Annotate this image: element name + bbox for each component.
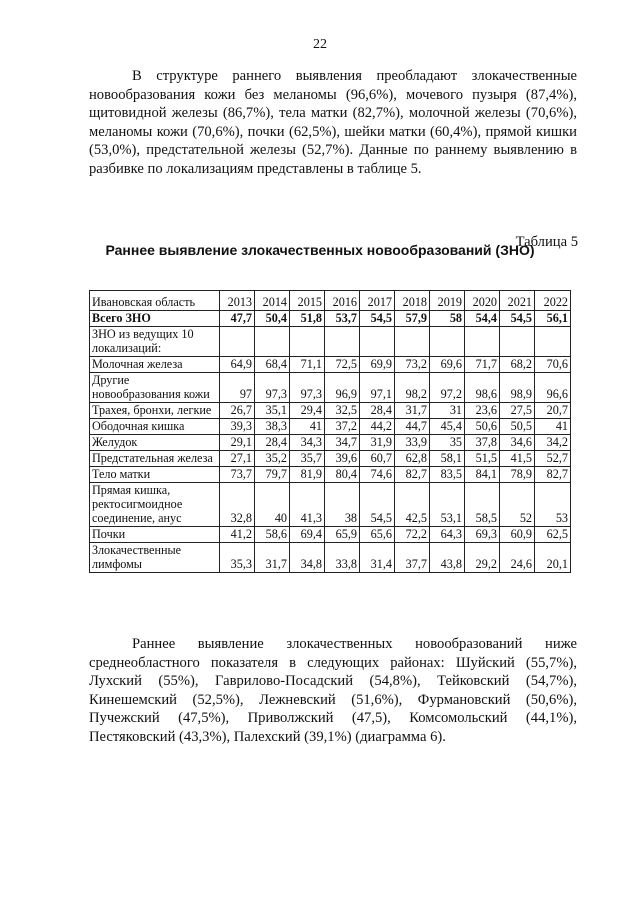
row-label-cell: Почки [90, 527, 220, 543]
value-cell: 97,3 [255, 373, 290, 403]
value-cell: 37,7 [395, 543, 430, 573]
table-row [90, 327, 571, 357]
value-cell: 82,7 [535, 467, 571, 483]
row-label-cell: Злокачественные лимфомы [90, 543, 220, 573]
value-cell [430, 327, 465, 357]
value-cell [360, 327, 395, 357]
table-row [90, 527, 571, 543]
value-cell: 58 [430, 311, 465, 327]
value-cell: 64,9 [220, 357, 255, 373]
value-cell: 65,9 [325, 527, 360, 543]
value-cell: 96,6 [535, 373, 571, 403]
value-cell: 69,9 [360, 357, 395, 373]
value-cell: 54,4 [465, 311, 500, 327]
value-cell: 33,8 [325, 543, 360, 573]
value-cell: 41 [290, 419, 325, 435]
value-cell: 45,4 [430, 419, 465, 435]
table-row [90, 311, 571, 327]
value-cell: 29,4 [290, 403, 325, 419]
table-row [90, 467, 571, 483]
table-row [90, 373, 571, 403]
value-cell: 62,8 [395, 451, 430, 467]
value-cell [255, 327, 290, 357]
table-row [90, 543, 571, 573]
value-cell: 35 [430, 435, 465, 451]
value-cell: 74,6 [360, 467, 395, 483]
table-row [90, 403, 571, 419]
value-cell: 35,7 [290, 451, 325, 467]
value-cell: 98,2 [395, 373, 430, 403]
value-cell: 20,1 [535, 543, 571, 573]
value-cell: 41,3 [290, 483, 325, 527]
value-cell: 29,2 [465, 543, 500, 573]
value-cell: 57,9 [395, 311, 430, 327]
value-cell: 58,6 [255, 527, 290, 543]
value-cell: 60,9 [500, 527, 535, 543]
value-cell: 97 [220, 373, 255, 403]
table-body [90, 291, 571, 573]
value-cell: 34,8 [290, 543, 325, 573]
value-cell: 64,3 [430, 527, 465, 543]
value-cell [465, 327, 500, 357]
value-cell: 72,2 [395, 527, 430, 543]
table-row [90, 483, 571, 527]
table-row [90, 419, 571, 435]
row-label-cell: Трахея, бронхи, легкие [90, 403, 220, 419]
year-header-cell: 2018 [395, 291, 430, 311]
value-cell: 44,7 [395, 419, 430, 435]
value-cell: 41,5 [500, 451, 535, 467]
value-cell: 32,8 [220, 483, 255, 527]
value-cell: 56,1 [535, 311, 571, 327]
value-cell: 43,8 [430, 543, 465, 573]
value-cell: 71,1 [290, 357, 325, 373]
value-cell: 53,1 [430, 483, 465, 527]
value-cell: 27,5 [500, 403, 535, 419]
row-label-cell: Тело матки [90, 467, 220, 483]
table-row [90, 357, 571, 373]
value-cell: 84,1 [465, 467, 500, 483]
value-cell: 73,2 [395, 357, 430, 373]
value-cell: 33,9 [395, 435, 430, 451]
value-cell: 34,6 [500, 435, 535, 451]
value-cell [535, 327, 571, 357]
value-cell: 60,7 [360, 451, 395, 467]
year-header-cell: 2022 [535, 291, 571, 311]
value-cell [325, 327, 360, 357]
value-cell: 38 [325, 483, 360, 527]
value-cell: 58,1 [430, 451, 465, 467]
row-label-cell: Всего ЗНО [90, 311, 220, 327]
value-cell: 79,7 [255, 467, 290, 483]
row-label-cell: ЗНО из ведущих 10 локализаций: [90, 327, 220, 357]
intro-paragraph: В структуре раннего выявления преобладают злокачественные новообразования кожи без меланомы (96,6%), мочевого пузыря (87,4%), щитовидной железы (86,7%), тела матки (82,7%), молочной железы (70,6%), меланомы кожи (70,6%), почки (62,5%), шейки матки (60,4%), прямой кишки (53,0%), предстательной железы (52,7%). Данные по раннему выявлению в разбивке по локализациям представлены в таблице 5. [89, 68, 577, 177]
row-label-cell: Желудок [90, 435, 220, 451]
value-cell: 52 [500, 483, 535, 527]
value-cell: 23,6 [465, 403, 500, 419]
value-cell: 97,2 [430, 373, 465, 403]
table-corner-cell: Ивановская область [90, 291, 220, 311]
year-header-cell: 2021 [500, 291, 535, 311]
value-cell: 70,6 [535, 357, 571, 373]
value-cell: 39,3 [220, 419, 255, 435]
value-cell: 50,5 [500, 419, 535, 435]
year-header-cell: 2020 [465, 291, 500, 311]
value-cell: 97,3 [290, 373, 325, 403]
value-cell: 31,4 [360, 543, 395, 573]
value-cell: 35,2 [255, 451, 290, 467]
value-cell: 65,6 [360, 527, 395, 543]
table-title: Раннее выявление злокачественных новообразований (ЗНО) [105, 242, 535, 258]
value-cell: 26,7 [220, 403, 255, 419]
value-cell: 50,4 [255, 311, 290, 327]
value-cell: 40 [255, 483, 290, 527]
value-cell: 78,9 [500, 467, 535, 483]
row-label-cell: Молочная железа [90, 357, 220, 373]
value-cell: 53,7 [325, 311, 360, 327]
value-cell: 41 [535, 419, 571, 435]
value-cell: 82,7 [395, 467, 430, 483]
value-cell: 69,3 [465, 527, 500, 543]
value-cell: 29,1 [220, 435, 255, 451]
value-cell: 54,5 [360, 311, 395, 327]
year-header-cell: 2015 [290, 291, 325, 311]
value-cell: 69,6 [430, 357, 465, 373]
value-cell [290, 327, 325, 357]
value-cell: 38,3 [255, 419, 290, 435]
value-cell: 54,5 [360, 483, 395, 527]
value-cell: 42,5 [395, 483, 430, 527]
value-cell: 47,7 [220, 311, 255, 327]
value-cell: 73,7 [220, 467, 255, 483]
value-cell: 52,7 [535, 451, 571, 467]
value-cell: 31 [430, 403, 465, 419]
row-label-cell: Ободочная кишка [90, 419, 220, 435]
value-cell: 32,5 [325, 403, 360, 419]
row-label-cell: Предстательная железа [90, 451, 220, 467]
value-cell: 80,4 [325, 467, 360, 483]
value-cell: 28,4 [360, 403, 395, 419]
value-cell: 39,6 [325, 451, 360, 467]
value-cell: 31,9 [360, 435, 395, 451]
value-cell [395, 327, 430, 357]
value-cell: 34,7 [325, 435, 360, 451]
value-cell: 50,6 [465, 419, 500, 435]
value-cell: 34,2 [535, 435, 571, 451]
value-cell: 35,3 [220, 543, 255, 573]
value-cell: 27,1 [220, 451, 255, 467]
value-cell: 72,5 [325, 357, 360, 373]
value-cell: 81,9 [290, 467, 325, 483]
value-cell: 68,4 [255, 357, 290, 373]
value-cell [500, 327, 535, 357]
value-cell: 58,5 [465, 483, 500, 527]
value-cell: 96,9 [325, 373, 360, 403]
value-cell: 98,9 [500, 373, 535, 403]
value-cell: 53 [535, 483, 571, 527]
table-row [90, 435, 571, 451]
value-cell: 68,2 [500, 357, 535, 373]
value-cell: 83,5 [430, 467, 465, 483]
value-cell: 37,8 [465, 435, 500, 451]
value-cell: 51,8 [290, 311, 325, 327]
value-cell: 44,2 [360, 419, 395, 435]
value-cell: 24,6 [500, 543, 535, 573]
value-cell: 37,2 [325, 419, 360, 435]
year-header-cell: 2017 [360, 291, 395, 311]
value-cell: 35,1 [255, 403, 290, 419]
value-cell: 28,4 [255, 435, 290, 451]
value-cell [220, 327, 255, 357]
value-cell: 41,2 [220, 527, 255, 543]
value-cell: 31,7 [255, 543, 290, 573]
value-cell: 31,7 [395, 403, 430, 419]
value-cell: 97,1 [360, 373, 395, 403]
value-cell: 51,5 [465, 451, 500, 467]
value-cell: 20,7 [535, 403, 571, 419]
value-cell: 71,7 [465, 357, 500, 373]
table-label: Таблица 5 [515, 234, 578, 250]
value-cell: 54,5 [500, 311, 535, 327]
early-detection-table [89, 290, 571, 573]
row-label-cell: Другие новообразования кожи [90, 373, 220, 403]
value-cell: 98,6 [465, 373, 500, 403]
value-cell: 62,5 [535, 527, 571, 543]
page-number: 22 [313, 37, 327, 52]
year-header-cell: 2016 [325, 291, 360, 311]
year-header-cell: 2019 [430, 291, 465, 311]
value-cell: 34,3 [290, 435, 325, 451]
row-label-cell: Прямая кишка, ректосигмоидное соединение, анус [90, 483, 220, 527]
value-cell: 69,4 [290, 527, 325, 543]
districts-paragraph: Раннее выявление злокачественных новообразований ниже среднеобластного показателя в следующих районах: Шуйский (55,7%), Лухский (55%), Гаврилово-Посадский (54,8%), Тейковский (54,7%), Кинешемский (52,5%), Лежневский (51,6%), Фурмановский (50,6%), Пучежский (47,5%), Приволжский (47,5), Комсомольский (44,1%), Пестяковский (43,3%), Палехский (39,1%) (диаграмма 6). [89, 636, 577, 745]
year-header-cell: 2013 [220, 291, 255, 311]
table-row [90, 451, 571, 467]
year-header-cell: 2014 [255, 291, 290, 311]
table-header-row [90, 291, 571, 311]
